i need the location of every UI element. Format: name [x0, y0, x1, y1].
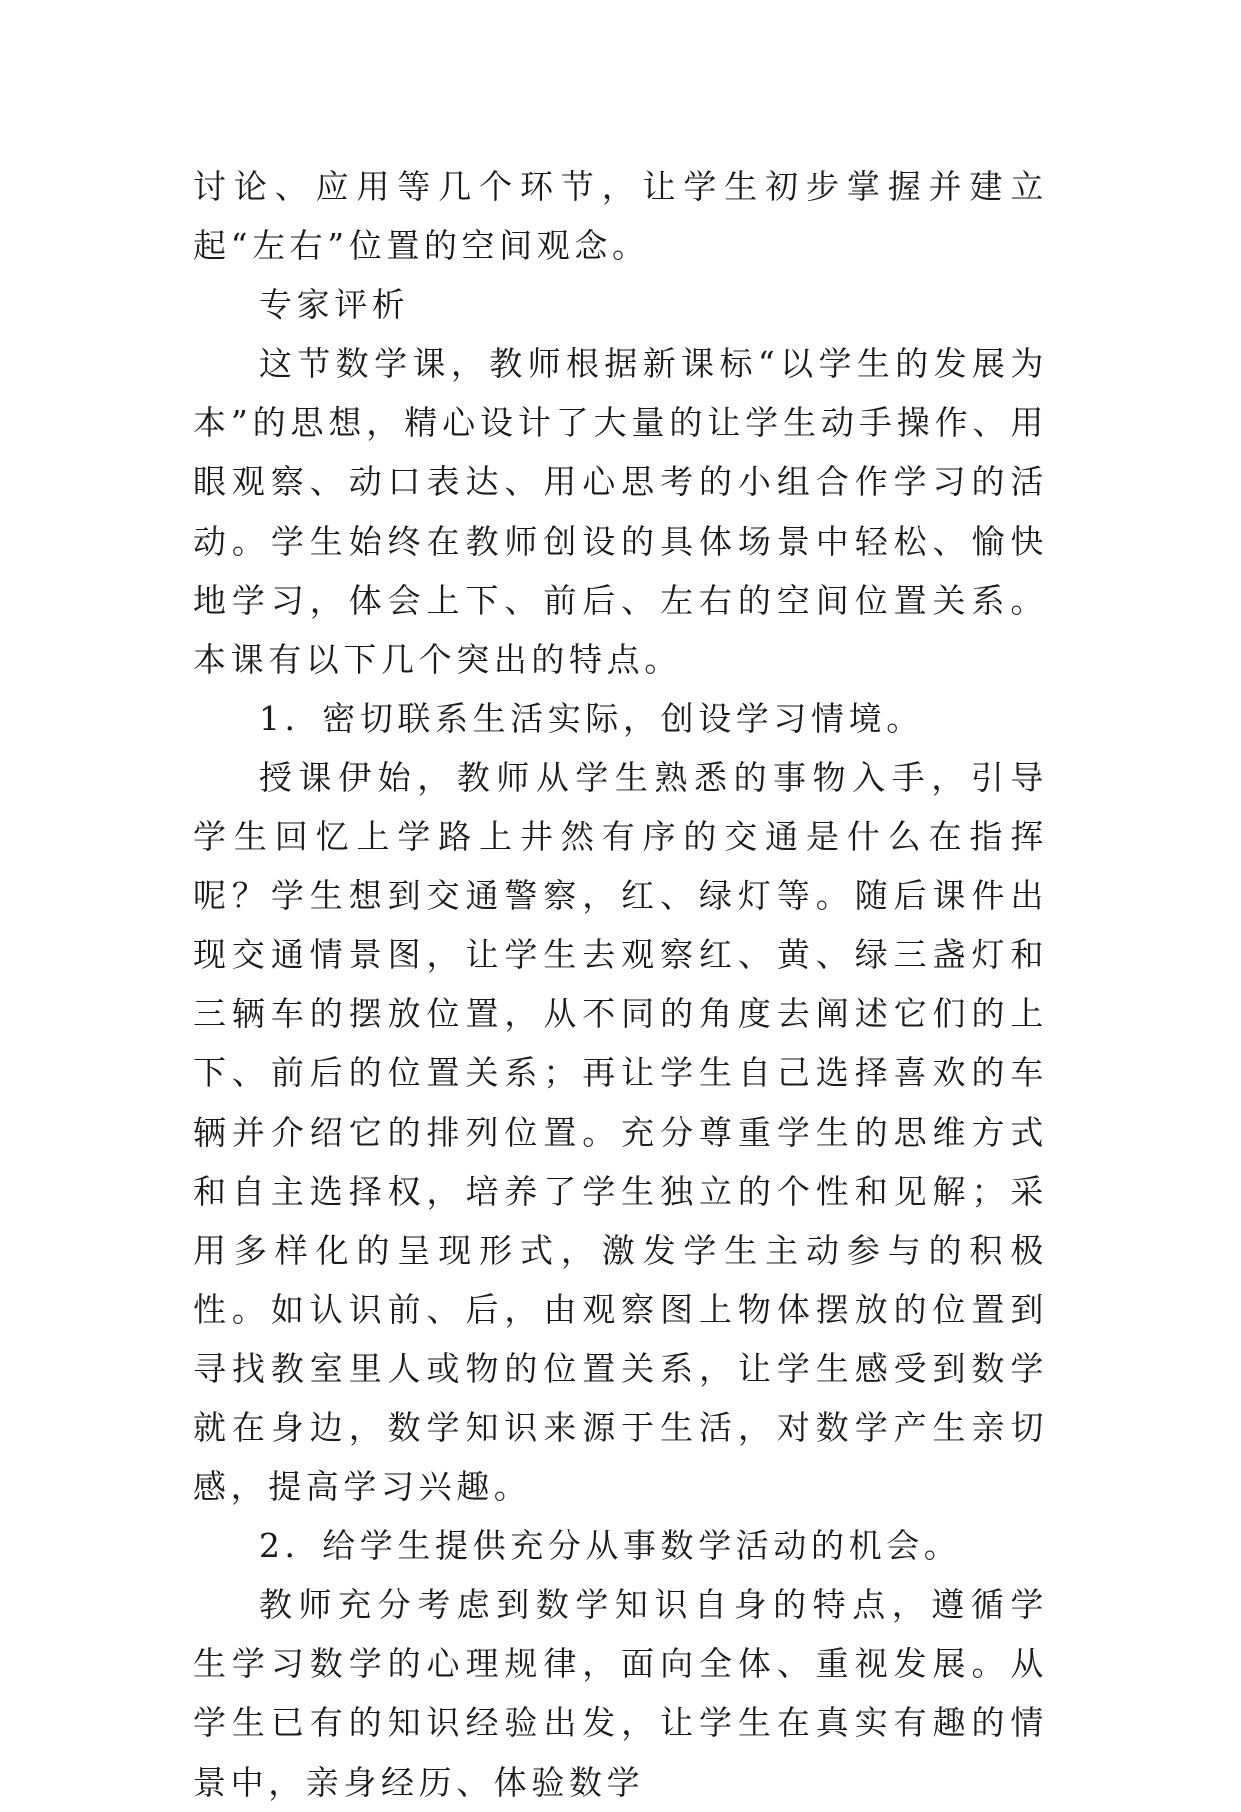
document-body: [193, 157, 1048, 1812]
numbered-point-heading: 2．给学生提供充分从事数学活动的机会。: [259, 1526, 962, 1566]
numbered-point-heading: 1．密切联系生活实际，创设学习情境。: [259, 698, 924, 738]
section-heading: 专家评析: [259, 285, 410, 325]
paragraph: 教师充分考虑到数学知识自身的特点，遵循学生学习数学的心理规律，面向全体、重视发展。从学生已有的知识经验出发，让学生在真实有趣的情景中，亲身经历、体验数学: [193, 1585, 1048, 1802]
paragraph: 讨论、应用等几个环节，让学生初步掌握并建立起“左右”位置的空间观念。: [193, 167, 1048, 266]
paragraph: 这节数学课，教师根据新课标“以学生的发展为本”的思想，精心设计了大量的让学生动手操作、用眼观察、动口表达、用心思考的小组合作学习的活动。学生始终在教师创设的具体场景中轻松、愉快地学习，体会上下、前后、左右的空间位置关系。本课有以下几个突出的特点。: [193, 344, 1048, 679]
paragraph: 授课伊始，教师从学生熟悉的事物入手，引导学生回忆上学路上井然有序的交通是什么在指挥呢？学生想到交通警察，红、绿灯等。随后课件出现交通情景图，让学生去观察红、黄、绿三盏灯和三辆车的摆放位置，从不同的角度去阐述它们的上下、前后的位置关系；再让学生自己选择喜欢的车辆并介绍它的排列位置。充分尊重学生的思维方式和自主选择权，培养了学生独立的个性和见解；采用多样化的呈现形式，激发学生主动参与的积极性。如认识前、后，由观察图上物体摆放的位置到寻找教室里人或物的位置关系，让学生感受到数学就在身边，数学知识来源于生活，对数学产生亲切感，提高学习兴趣。: [193, 757, 1048, 1507]
